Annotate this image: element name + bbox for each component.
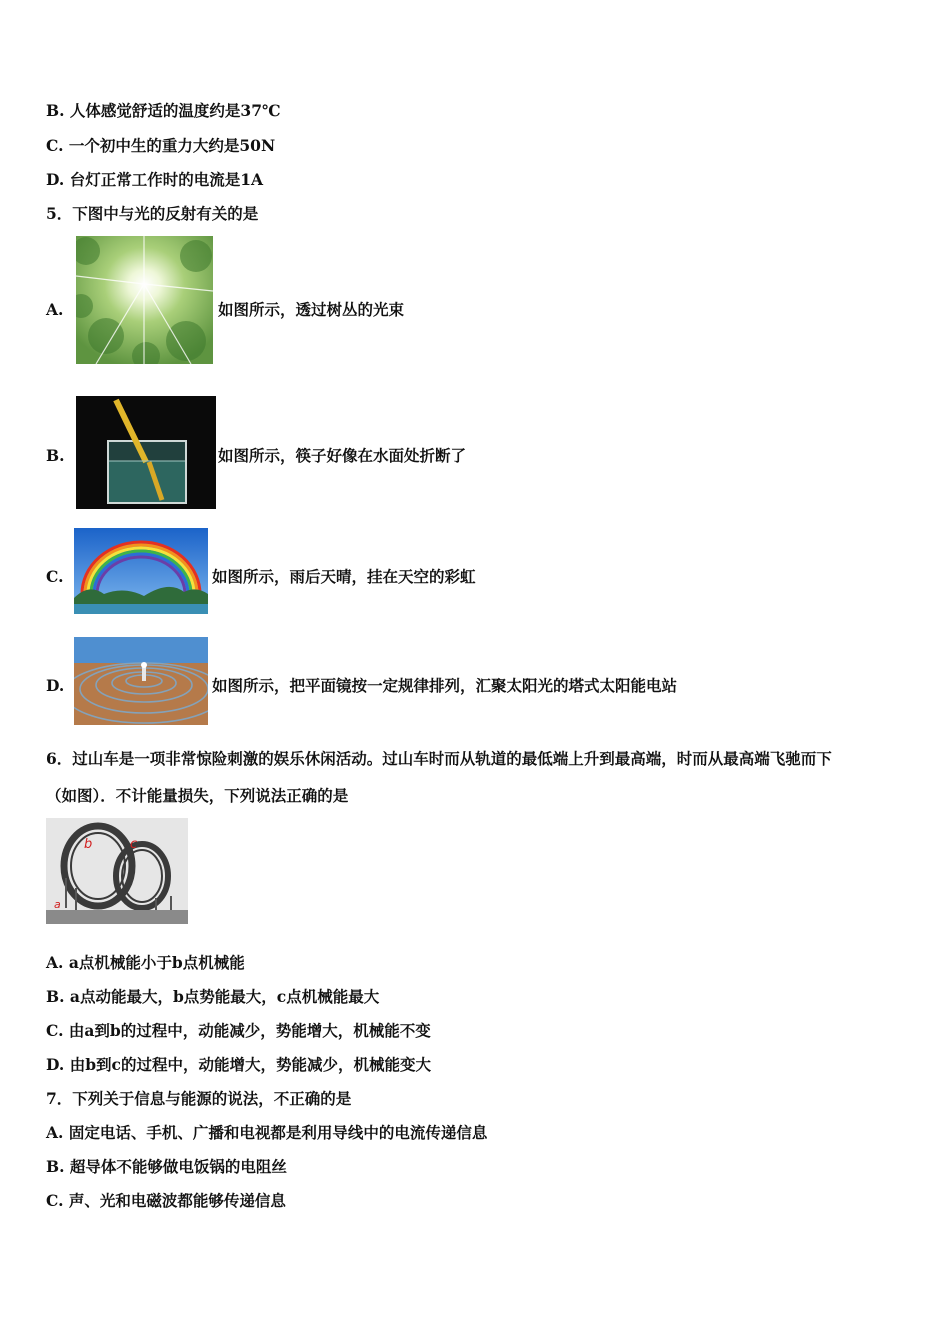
option-letter: C. xyxy=(46,136,64,155)
q6-stem-line1: 6．过山车是一项非常惊险刺激的娱乐休闲活动。过山车时而从轨道的最低端上升到最高端，时而从最高端飞驰而下 xyxy=(46,749,832,768)
q4-option-b xyxy=(46,101,281,121)
option-letter: B. xyxy=(46,101,65,120)
q7-option-c xyxy=(46,1191,286,1211)
q5-option-b-caption: 如图所示，筷子好像在水面处折断了 xyxy=(218,446,467,465)
roller-coaster-figure xyxy=(46,818,188,924)
q6-option-b xyxy=(46,987,379,1007)
q5-option-d-letter: D. xyxy=(46,676,65,695)
option-letter: C. xyxy=(46,1021,64,1040)
option-letter: A. xyxy=(46,1123,64,1142)
forest-sunbeam-photo xyxy=(76,236,213,364)
q5-option-a-caption: 如图所示，透过树丛的光束 xyxy=(218,300,405,319)
point-a-label: a xyxy=(54,898,61,911)
option-text: 台灯正常工作时的电流是1A xyxy=(69,170,264,189)
option-text: 人体感觉舒适的温度约是37℃ xyxy=(69,101,281,120)
q6-option-a xyxy=(46,953,245,973)
option-letter: D. xyxy=(46,1055,65,1074)
q6-option-d xyxy=(46,1055,431,1075)
option-text: a点机械能小于b点机械能 xyxy=(68,953,245,972)
q6-stem-line2: （如图）．不计能量损失，下列说法正确的是 xyxy=(46,786,349,805)
q5-option-a-letter: A. xyxy=(46,300,64,319)
option-letter: B. xyxy=(46,1157,65,1176)
option-letter: B. xyxy=(46,987,65,1006)
q5-option-d-caption: 如图所示，把平面镜按一定规律排列，汇聚太阳光的塔式太阳能电站 xyxy=(212,676,678,695)
q7-option-b xyxy=(46,1157,287,1177)
pencil-in-water-photo xyxy=(76,396,216,509)
option-text: 一个初中生的重力大约是50N xyxy=(68,136,276,155)
q7-stem: 7．下列关于信息与能源的说法，不正确的是 xyxy=(46,1089,352,1108)
option-text: a点动能最大，b点势能最大，c点机械能最大 xyxy=(69,987,380,1006)
option-text: 超导体不能够做电饭锅的电阻丝 xyxy=(69,1157,287,1176)
q5-option-b-letter: B. xyxy=(46,446,65,465)
q4-option-c xyxy=(46,136,275,156)
option-text: 固定电话、手机、广播和电视都是利用导线中的电流传递信息 xyxy=(68,1123,488,1142)
option-letter: D. xyxy=(46,170,65,189)
option-text: 由a到b的过程中，动能减少，势能增大，机械能不变 xyxy=(68,1021,431,1040)
rainbow-photo xyxy=(74,528,208,614)
option-text: 由b到c的过程中，动能增大，势能减少，机械能变大 xyxy=(69,1055,431,1074)
q6-option-c xyxy=(46,1021,431,1041)
q5-option-c-caption: 如图所示，雨后天晴，挂在天空的彩虹 xyxy=(212,567,476,586)
q4-option-d xyxy=(46,170,263,190)
option-letter: A. xyxy=(46,953,64,972)
point-b-label: b xyxy=(84,837,93,852)
q5-stem: 5．下图中与光的反射有关的是 xyxy=(46,204,259,223)
point-c-label: c xyxy=(130,837,138,852)
q5-option-c-letter: C. xyxy=(46,567,64,586)
q7-option-a xyxy=(46,1123,487,1143)
option-letter: C. xyxy=(46,1191,64,1210)
option-text: 声、光和电磁波都能够传递信息 xyxy=(68,1191,286,1210)
solar-tower-photo xyxy=(74,637,208,725)
